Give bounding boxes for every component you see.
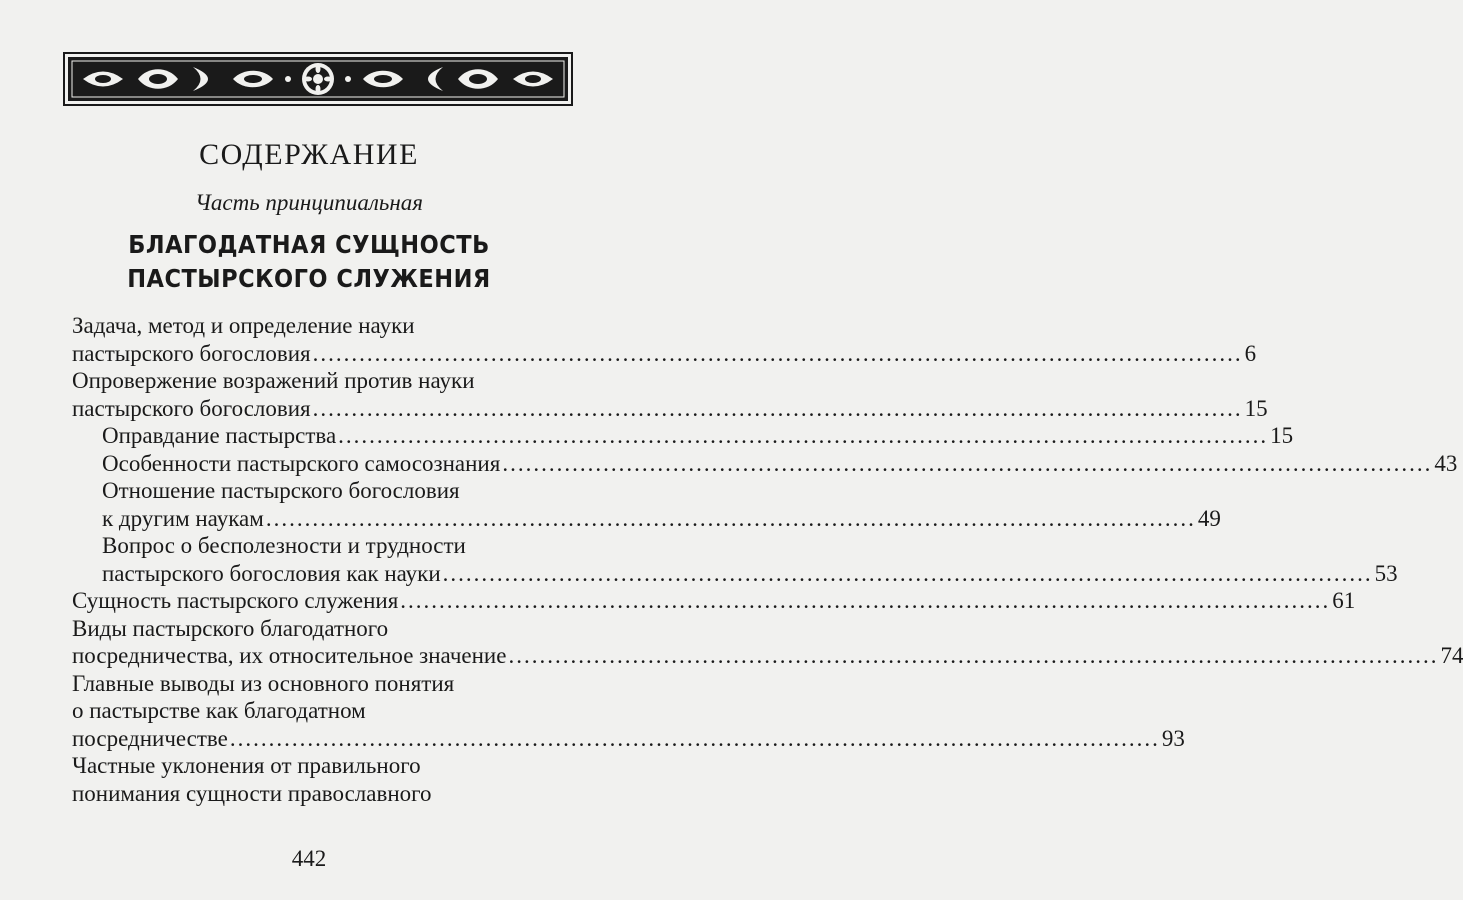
toc-entry-last-line	[72, 340, 1257, 368]
contents-heading: СОДЕРЖАНИЕ	[199, 138, 419, 171]
toc-entry-last-line	[102, 422, 1294, 450]
toc-page-number: 53	[1374, 560, 1398, 586]
toc-entry	[72, 670, 1185, 753]
toc-entry-text: Сущность пастырского служения	[72, 588, 399, 613]
toc-entry-last-line	[72, 725, 1185, 753]
toc-leader-dots: ........................................................................................................................	[265, 505, 1196, 531]
toc-entry	[72, 532, 1398, 587]
toc-entry-text: Задача, метод и определение науки	[72, 313, 415, 338]
toc-entry-text: посредничества, их относительное значение	[72, 643, 507, 668]
toc-leader-dots: ........................................................................................................................	[400, 588, 1331, 613]
toc-entry-last-line	[72, 642, 1463, 670]
toc-entry-text: к другим наукам	[102, 505, 264, 531]
toc-entry-last-line	[72, 395, 1268, 423]
toc-entry-last-line	[102, 560, 1398, 588]
toc-page-number: 15	[1244, 395, 1268, 421]
toc-entry	[72, 422, 1294, 450]
toc-entry-text: пастырского богословия	[72, 395, 311, 421]
toc-page-number: 74	[1440, 643, 1463, 668]
part-label: Часть принципиальная	[195, 190, 423, 215]
toc-entry-last-line	[102, 450, 1458, 478]
toc-entry-text: Главные выводы из основного понятия	[72, 670, 455, 696]
table-of-contents	[72, 312, 1463, 807]
toc-entry	[72, 312, 1257, 367]
toc-leader-dots: ........................................................................................................................	[312, 395, 1243, 421]
toc-entry-text: пастырского богословия как науки	[102, 560, 441, 586]
toc-leader-dots: ........................................................................................................................	[442, 560, 1373, 586]
toc-entry	[72, 477, 1221, 532]
toc-page-number: 93	[1161, 725, 1185, 751]
toc-leader-dots: ........................................................................................................................	[312, 340, 1243, 366]
toc-entry-text: Виды пастырского благодатного	[72, 615, 389, 641]
toc-page-number: 15	[1270, 423, 1294, 448]
toc-entry-text: Опровержение возражений против науки	[72, 368, 475, 393]
toc-page-number: 6	[1244, 340, 1257, 366]
toc-entry-text: Особенности пастырского самосознания	[102, 450, 501, 476]
toc-leader-dots: ........................................................................................................................	[338, 423, 1269, 448]
toc-entry-text: посредничестве	[72, 725, 228, 751]
toc-leader-dots: ........................................................................................................................	[229, 725, 1160, 751]
toc-entry	[72, 752, 582, 807]
toc-entry-text: о пастырстве как благодатном	[72, 698, 366, 723]
toc-page-number: 43	[1434, 450, 1458, 476]
toc-entry-text: Отношение пастырского богословия	[102, 478, 460, 503]
page-number: 442	[291, 846, 327, 871]
section-title-line: ПАСТЫРСКОГО СЛУЖЕНИЯ	[127, 264, 491, 293]
toc-entry-text: понимания сущности православного	[72, 780, 432, 806]
section-title-line: БЛАГОДАТНАЯ СУЩНОСТЬ	[128, 230, 490, 259]
section-title	[0, 228, 618, 296]
toc-entry	[72, 450, 1458, 478]
toc-entry	[72, 587, 1356, 615]
toc-leader-dots: ........................................................................................................................	[502, 450, 1433, 476]
toc-entry-text: Частные уклонения от правильного	[72, 753, 421, 778]
toc-entry-text: Оправдание пастырства	[102, 423, 337, 448]
toc-page-number: 61	[1332, 588, 1356, 613]
toc-entry-text: Вопрос о бесполезности и трудности	[102, 533, 466, 558]
toc-entry-last-line	[72, 587, 1356, 615]
toc-entry	[72, 615, 1463, 670]
toc-entry-last-line	[102, 505, 1221, 533]
ornamental-header-band	[63, 52, 573, 106]
toc-entry-text: пастырского богословия	[72, 340, 311, 366]
toc-entry	[72, 367, 1268, 422]
toc-leader-dots: ........................................................................................................................	[508, 643, 1439, 668]
toc-page-number: 49	[1197, 505, 1221, 531]
